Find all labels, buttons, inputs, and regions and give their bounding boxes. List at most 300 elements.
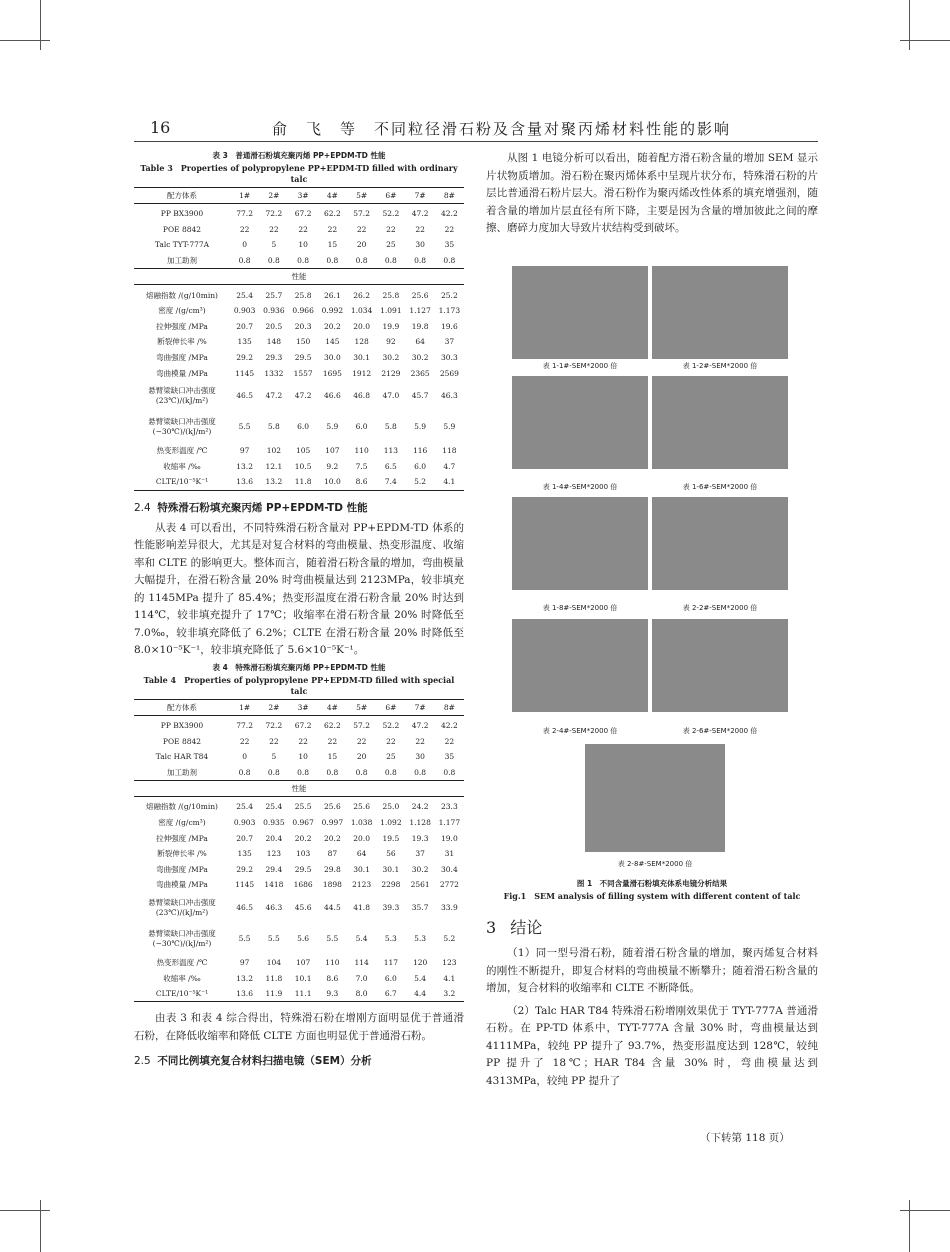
table-cell: 6.5 [384, 461, 397, 471]
table-cell: 47.0 [382, 391, 400, 401]
table-row [134, 319, 464, 335]
table-cell: 47.2 [294, 391, 312, 401]
table-cell: 5.2 [414, 477, 427, 487]
section-2-4-paragraph: 从表 4 可以看出，不同特殊滑石粉含量对 PP+EPDM-TD 体系的性能影响差异很大，尤其是对复合材料的弯曲模量、热变形温度、收缩率和 CLTE 的影响更大。整体而言，随着滑石粉含量的增加，弯曲模量大幅提升，在滑石粉含量 20% 时弯曲模量达到 2123MPa，较非填充的 1145MPa 提升了 85.4%；热变形温度在滑石粉含量 20% 时达到 114℃，较非填充提升了 17℃；收缩率在滑石粉含量 20% 时降低至 7.0‰，较非填充降低了 6.2%；CLTE 在滑石粉含量 20% 时降低至 8.0×10⁻⁵K⁻¹，较非填充降低了 5.6×10⁻⁵K⁻¹。 [134, 521, 464, 657]
table-cell: 104 [266, 957, 282, 967]
table-cell: 1.128 [409, 817, 431, 827]
table-row [134, 334, 464, 350]
table-cell: 67.2 [294, 209, 312, 219]
table-cell: 25.6 [411, 290, 429, 300]
table-cell: 105 [295, 446, 311, 456]
table-cell: 25.4 [265, 802, 283, 812]
table-cell: 113 [383, 446, 399, 456]
table-cell: 8.6 [355, 477, 368, 487]
crop-mark [900, 40, 950, 41]
table-cell: 20.2 [324, 833, 341, 843]
table-cell: 116 [412, 446, 428, 456]
table-cell: 47.2 [411, 721, 429, 731]
table-cell: 103 [295, 849, 311, 859]
table-cell: 弯曲模量 /MPa [156, 880, 208, 890]
table-cell: 47.2 [265, 391, 283, 401]
table-cell: 64 [415, 337, 425, 347]
table-cell: 107 [295, 957, 311, 967]
table-cell: 20 [356, 752, 367, 762]
table-cell: 5.9 [414, 422, 427, 432]
table-header-cell: 7# [406, 188, 435, 204]
table-cell: 25 [386, 752, 396, 762]
table-row [134, 797, 464, 815]
table-cell: 6.7 [384, 989, 397, 999]
table-cell: 19.9 [382, 321, 400, 331]
crop-mark [900, 1210, 950, 1211]
table-cell: 20.4 [265, 833, 283, 843]
table-cell: 0.8 [297, 767, 310, 777]
continued-note: （下转第 118 页） [700, 1132, 790, 1144]
table-cell: 35 [444, 752, 455, 762]
table-cell: 2365 [410, 368, 430, 378]
table-cell: 46.6 [324, 391, 341, 401]
table-row [134, 765, 464, 781]
table-cell: 114 [354, 957, 369, 967]
table-cell: 56 [386, 849, 396, 859]
table-cell: 2561 [410, 880, 430, 890]
table-cell: 熔融指数 /(g/10min) [146, 290, 218, 300]
table-cell: 30.2 [411, 353, 429, 363]
table-row [134, 970, 464, 986]
table-cell: 4.1 [443, 973, 456, 983]
table-cell: POE 8842 [162, 224, 202, 234]
table-cell: 15 [327, 752, 338, 762]
table-cell: 2129 [381, 368, 401, 378]
table3-caption-cn: 表 3 普通滑石粉填充聚丙烯 PP+EPDM-TD 性能 [212, 151, 386, 160]
table-cell: 30.4 [441, 864, 458, 874]
table-cell: 8.6 [326, 973, 339, 983]
table-cell: 5.3 [414, 934, 427, 944]
table-cell: 1912 [352, 368, 372, 378]
table-cell: 30.3 [441, 353, 458, 363]
table-cell: 5.9 [443, 422, 456, 432]
table-cell: 拉伸强度 /MPa [156, 833, 208, 843]
table-header-cell: 8# [435, 188, 464, 204]
table-row [134, 749, 464, 765]
table-cell: 118 [442, 446, 457, 456]
table-header-cell: 配方体系 [134, 188, 230, 204]
table-cell: 29.5 [294, 864, 312, 874]
table-cell: 46.5 [236, 903, 253, 913]
table-cell: 45.7 [411, 391, 429, 401]
table-row [134, 733, 464, 749]
table-cell: 29.8 [324, 864, 341, 874]
table-cell: 44.5 [324, 903, 341, 913]
sem-image [512, 376, 648, 469]
table-header-cell: 6# [376, 699, 405, 715]
table-cell: 10.5 [294, 461, 312, 471]
table4-caption-cn: 表 4 特殊滑石粉填充聚丙烯 PP+EPDM-TD 性能 [212, 662, 386, 672]
crop-mark [909, 0, 910, 50]
table-cell: 0.8 [355, 767, 368, 777]
table-cell: 25.2 [441, 290, 458, 300]
sem-caption: 表 1-2#-SEM*2000 倍 [682, 362, 758, 370]
table-row [134, 412, 464, 443]
table-cell: 24.2 [411, 802, 429, 812]
table-cell: 25.6 [353, 802, 370, 812]
table-cell: 0.8 [384, 256, 397, 266]
table-cell: 0 [242, 240, 248, 250]
table-cell: 19.8 [411, 321, 429, 331]
crop-mark [40, 0, 41, 50]
table-cell: 密度 /(g/cm³) [158, 817, 206, 827]
table-cell: 11.8 [265, 973, 283, 983]
table-cell: 102 [266, 446, 282, 456]
table-cell: 123 [442, 957, 457, 967]
table-cell: 92 [386, 337, 396, 347]
table4-caption-en: Table 4 Properties of polypropylene PP+EPDM-TD filled with special talc [143, 674, 455, 696]
table-cell: 22 [444, 224, 455, 234]
table-cell: 5.4 [355, 934, 368, 944]
table-cell: 6.0 [384, 973, 397, 983]
table-cell: 110 [354, 446, 369, 456]
table-cell: 弯曲强度 /MPa [156, 353, 208, 363]
table-cell: 0.935 [263, 817, 285, 827]
table-cell: 46.3 [441, 391, 458, 401]
table-cell: 20.2 [324, 321, 341, 331]
table-header-cell: 4# [318, 699, 347, 715]
table-cell: 22 [239, 224, 250, 234]
table-cell: 0.8 [297, 256, 310, 266]
table-row [134, 893, 464, 924]
running-title: 俞 飞 等 不同粒径滑石粉及含量对聚丙烯材料性能的影响 [272, 120, 732, 138]
table-cell: 25.6 [324, 802, 341, 812]
conclusion-p2: （2）Talc HAR T84 特殊滑石粉增刚效果优于 TYT-777A 普通滑石粉。在 PP-TD 体系中，TYT-777A 含量 30% 时，弯曲模量达到 4111MPa，较纯 PP 提升了 93.7%，热变形温度达到 128℃，较纯 PP 提升了 18℃；HAR T84 含量 30% 时，弯曲模量达到 4313MPa，较纯 PP 提升了 [486, 1004, 818, 1087]
sem-caption: 表 2-8#-SEM*2000 倍 [617, 860, 693, 868]
table-cell: 1686 [293, 880, 313, 890]
table-cell: 29.3 [265, 353, 283, 363]
table-cell: 10.1 [294, 973, 312, 983]
table-header-cell: 1# [230, 188, 259, 204]
table-cell: 22 [327, 224, 338, 234]
sem-caption: 表 2-4#-SEM*2000 倍 [542, 727, 618, 735]
table-cell: 2569 [439, 368, 459, 378]
table-cell: 30.2 [411, 864, 429, 874]
table-cell: 弯曲模量 /MPa [156, 368, 208, 378]
table-section-row [134, 269, 464, 285]
table-cell: 20.3 [294, 321, 312, 331]
table-cell: 拉伸强度 /MPa [156, 321, 208, 331]
table-cell: 1.127 [409, 306, 431, 316]
table-cell: 0.8 [238, 256, 251, 266]
table-cell: 123 [266, 849, 282, 859]
table-cell: 0.903 [233, 306, 256, 316]
table-cell: 1418 [264, 880, 284, 890]
table-cell: 6.0 [414, 461, 427, 471]
table-cell: 1145 [235, 880, 255, 890]
table-cell: 19.3 [411, 833, 429, 843]
table-cell: 0 [242, 752, 248, 762]
table-cell: 5.3 [384, 934, 397, 944]
sem-image [512, 497, 648, 590]
sem-image [652, 266, 788, 359]
table-cell: 1557 [293, 368, 313, 378]
table-header-cell: 8# [435, 699, 464, 715]
sem-image [585, 744, 725, 852]
table-cell: 23.3 [441, 802, 458, 812]
sem-image [652, 376, 788, 469]
table-cell: 1.177 [438, 817, 461, 827]
table-header-cell: 4# [318, 188, 347, 204]
table-cell: 2123 [352, 880, 372, 890]
table-cell: 45.6 [294, 903, 312, 913]
table-cell: 25.4 [236, 290, 253, 300]
table-cell: 熔融指数 /(g/10min) [146, 802, 218, 812]
table-cell: 37 [415, 849, 425, 859]
table-cell: 25.4 [236, 802, 253, 812]
table-row [134, 815, 464, 831]
table-cell: 9.2 [326, 461, 339, 471]
table-cell: 29.5 [294, 353, 312, 363]
table-cell: 25.8 [382, 290, 400, 300]
table-cell: 13.2 [265, 477, 283, 487]
table-cell: CLTE/10⁻⁵K⁻¹ [155, 477, 209, 487]
table-row [134, 924, 464, 955]
header-rule [134, 141, 818, 142]
table-cell: 12.1 [265, 461, 283, 471]
table-row [134, 350, 464, 366]
table-cell: 20.2 [294, 833, 312, 843]
table-cell: 47.2 [411, 209, 429, 219]
table-cell: 1.038 [350, 817, 373, 827]
table-cell: 3.2 [443, 989, 456, 999]
table-cell: 7.5 [355, 461, 368, 471]
table-cell: 0.8 [443, 767, 456, 777]
sem-caption: 表 1-1#-SEM*2000 倍 [542, 362, 618, 370]
table-cell: 1145 [235, 368, 255, 378]
table-row [134, 877, 464, 893]
table-cell: 10 [298, 752, 308, 762]
table-cell: 77.2 [236, 721, 253, 731]
table-row [134, 846, 464, 862]
table-header-cell: 3# [289, 699, 318, 715]
table-cell: 22 [327, 736, 338, 746]
table-cell: 9.3 [326, 989, 339, 999]
table-cell: 25.8 [294, 290, 312, 300]
table-cell: 67.2 [294, 721, 312, 731]
table-cell: 4.4 [414, 989, 427, 999]
table-cell: 20.0 [353, 833, 370, 843]
table-cell: 1898 [322, 880, 342, 890]
table-cell: 5.6 [297, 934, 310, 944]
table3-caption-en: Table 3 Properties of polypropylene PP+EPDM-TD filled with ordinary talc [140, 163, 458, 184]
table-cell: 密度 /(g/cm³) [158, 306, 206, 316]
table-cell: 20.0 [353, 321, 370, 331]
table-cell: 52.2 [382, 209, 400, 219]
table-row [134, 715, 464, 733]
table-cell: 62.2 [324, 721, 341, 731]
table-cell: 128 [354, 337, 369, 347]
table-header-cell: 5# [347, 188, 376, 204]
table-cell: 0.8 [414, 256, 427, 266]
figure1-caption-cn: 图 1 不同含量滑石粉填充体系电镜分析结果 [576, 879, 728, 888]
table-cell: 0.8 [238, 767, 251, 777]
table-cell: Talc HAR T84 [155, 752, 209, 762]
table-section-label: 性能 [134, 269, 464, 285]
table-cell: 5.2 [443, 934, 456, 944]
table-cell: 19.0 [441, 833, 458, 843]
table-cell: 13.2 [236, 973, 253, 983]
table-cell: 0.8 [326, 256, 339, 266]
table-cell: 22 [444, 736, 455, 746]
table-cell: 39.3 [382, 903, 400, 913]
table-cell: 22 [386, 736, 396, 746]
table-cell: 107 [325, 446, 340, 456]
table-cell: 31 [444, 849, 455, 859]
table-cell: 30.0 [324, 353, 341, 363]
table-header-cell: 2# [259, 188, 288, 204]
table-cell: 15 [327, 240, 338, 250]
table-cell: 29.4 [265, 864, 283, 874]
table-cell: 0.992 [321, 306, 344, 316]
table-cell: 1.034 [350, 306, 373, 316]
table-cell: 0.936 [263, 306, 285, 316]
conclusion-p1: （1）同一型号滑石粉，随着滑石粉含量的增加，聚丙烯复合材料的刚性不断提升，即复合材料的弯曲模量不断攀升；随着滑石粉含量的增加，复合材料的收缩率和 CLTE 不断降低。 [486, 947, 818, 994]
table-cell: 13.6 [236, 989, 253, 999]
table-cell: 5.8 [267, 422, 280, 432]
table-cell: 110 [325, 957, 340, 967]
table-row [134, 237, 464, 253]
table-cell: 26.1 [324, 290, 341, 300]
table-section-row [134, 781, 464, 797]
table-cell: 11.1 [294, 989, 312, 999]
table-cell: 29.2 [236, 864, 253, 874]
table-cell: 11.8 [294, 477, 312, 487]
sem-image [512, 266, 648, 359]
sem-image [652, 619, 788, 712]
table-cell: 5.8 [384, 422, 397, 432]
table-cell: 46.8 [353, 391, 370, 401]
table4 [134, 699, 464, 1003]
table-cell: 22 [415, 224, 425, 234]
table-cell: 25.5 [294, 802, 312, 812]
conclusion-heading: 3 结论 [486, 918, 543, 937]
table-cell: 2298 [381, 880, 401, 890]
table-cell: 19.6 [441, 321, 458, 331]
table-cell: 13.2 [236, 461, 253, 471]
sem-caption: 表 2-6#-SEM*2000 倍 [682, 727, 758, 735]
table-header-cell: 3# [289, 188, 318, 204]
table-cell: 7.0 [355, 973, 368, 983]
table-cell: 热变形温度 /℃ [156, 446, 208, 456]
table-cell: 7.4 [384, 477, 397, 487]
table-cell: 29.2 [236, 353, 253, 363]
table-cell: 10 [298, 240, 308, 250]
table-row [134, 253, 464, 269]
table-cell: 6.0 [355, 422, 368, 432]
table-cell: 5.5 [267, 934, 280, 944]
table-row [134, 381, 464, 412]
table-cell: 热变形温度 /℃ [156, 957, 208, 967]
table-row [134, 443, 464, 459]
table-cell: 6.0 [297, 422, 310, 432]
table-cell: 0.8 [384, 767, 397, 777]
table-cell: 悬臂梁缺口冲击强度 (−30℃)/(kJ/m²) [148, 929, 216, 949]
table-cell: 22 [356, 224, 367, 234]
table-cell: 25 [386, 240, 396, 250]
table3 [134, 187, 464, 491]
table-cell: 148 [266, 337, 282, 347]
table-cell: 30.1 [382, 864, 400, 874]
table-row [134, 285, 464, 303]
table-cell: 30 [415, 240, 425, 250]
table-row [134, 474, 464, 490]
table-cell: 35.7 [411, 903, 429, 913]
table-row [134, 955, 464, 971]
table-cell: 加工助剂 [167, 256, 197, 266]
table-cell: 0.967 [292, 817, 314, 827]
table-header-cell: 7# [406, 699, 435, 715]
table-row [134, 222, 464, 238]
table-cell: 1695 [322, 368, 342, 378]
table-section-label: 性能 [134, 781, 464, 797]
table-row [134, 861, 464, 877]
table-cell: 25.7 [265, 290, 283, 300]
table-cell: 42.2 [441, 721, 458, 731]
table-cell: 19.5 [382, 833, 400, 843]
table-cell: 41.8 [353, 903, 370, 913]
crop-mark [0, 1210, 50, 1211]
table-cell: 22 [239, 736, 250, 746]
table-cell: 22 [415, 736, 425, 746]
table-cell: 1332 [264, 368, 284, 378]
table-cell: 30 [415, 752, 425, 762]
table-cell: 57.2 [353, 721, 370, 731]
table-cell: 10.0 [324, 477, 341, 487]
table-cell: 22 [269, 736, 279, 746]
table-cell: 120 [412, 957, 428, 967]
table-cell: 0.903 [233, 817, 256, 827]
conclusion-body [486, 940, 818, 1090]
table-cell: 5.5 [326, 934, 339, 944]
sem-caption: 表 1-4#-SEM*2000 倍 [542, 483, 618, 491]
table-cell: 0.8 [326, 767, 339, 777]
table-cell: 52.2 [382, 721, 400, 731]
table-cell: 4.1 [443, 477, 456, 487]
table-cell: 5 [271, 240, 277, 250]
table-cell: 30.2 [382, 353, 400, 363]
table-cell: 22 [298, 736, 308, 746]
table-cell: 0.8 [267, 256, 280, 266]
sem-image [512, 619, 648, 712]
table-cell: 117 [383, 957, 399, 967]
left-column [134, 150, 464, 1068]
table-cell: 1.173 [438, 306, 461, 316]
table-cell: 断裂伸长率 /% [157, 337, 207, 347]
table-cell: 25.0 [382, 802, 400, 812]
table-cell: 5.5 [238, 422, 251, 432]
page-number: 16 [150, 118, 171, 137]
table-cell: 72.2 [265, 209, 283, 219]
table-cell: 35 [444, 240, 455, 250]
table-cell: 11.9 [265, 989, 283, 999]
table-cell: 0.966 [292, 306, 314, 316]
table-cell: 46.5 [236, 391, 253, 401]
right-column [486, 150, 818, 238]
table-cell: 20.7 [236, 321, 253, 331]
table-cell: 33.9 [441, 903, 458, 913]
sem-image [652, 497, 788, 590]
table-cell: 5.9 [326, 422, 339, 432]
section-2-5-heading: 2.5 不同比例填充复合材料扫描电镜（SEM）分析 [134, 1055, 372, 1068]
table-cell: 5.4 [414, 973, 427, 983]
table-cell: Talc TYT-777A [154, 240, 210, 250]
